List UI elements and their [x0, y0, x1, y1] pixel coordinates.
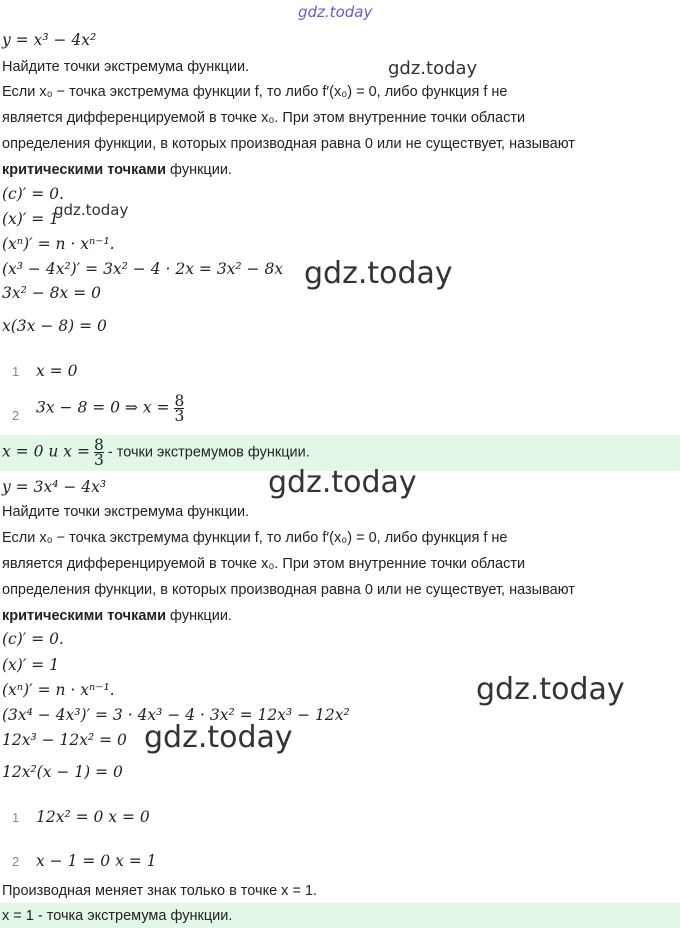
task-1: Найдите точки экстремума функции. — [2, 59, 250, 75]
derivative-1: (x³ − 4x²)′ = 3x² − 4 · 2x = 3x² − 8x — [2, 260, 284, 278]
definition-line-3: определения функции, в которых производная равна 0 или не существует, называют — [2, 582, 575, 598]
rule-x: (x)′ = 1 — [2, 656, 60, 674]
fraction-denominator: 3 — [93, 451, 104, 469]
watermark: gdz.today — [476, 672, 625, 707]
fraction-numerator: 8 — [93, 436, 104, 454]
rule-power: (xⁿ)′ = n · xⁿ⁻¹. — [2, 681, 115, 699]
critical-points-term: критическими точками — [2, 608, 167, 624]
task-2: Найдите точки экстремума функции. — [2, 504, 250, 520]
watermark: gdz.today — [388, 58, 478, 79]
rule-power: (xⁿ)′ = n · xⁿ⁻¹. — [2, 235, 115, 253]
definition-tail: функции. — [166, 608, 232, 624]
item-text: x = 0 — [36, 362, 78, 380]
definition-line-3: определения функции, в которых производная равна 0 или не существует, называют — [2, 136, 575, 152]
definition-line-1: Если x₀ − точка экстремума функции f, то либо f′(x₀) = 0, либо функция f не — [2, 84, 508, 100]
fraction-numerator: 8 — [174, 392, 185, 410]
sign-change-note: Производная меняет знак только в точке x = 1. — [2, 883, 318, 899]
rule-const: (c)′ = 0. — [2, 630, 64, 648]
watermark: gdz.today — [268, 465, 417, 500]
item-expression: 3x − 8 = 0 ⇒ x = — [36, 398, 170, 417]
watermark: gdz.today — [144, 720, 293, 755]
definition-line-2: является дифференцируемой в точке x₀. При этом внутренние точки области — [2, 556, 526, 572]
item-number: 2 — [12, 854, 20, 869]
item-text: 12x² = 0 x = 0 — [36, 808, 150, 826]
fraction-denominator: 3 — [174, 407, 185, 425]
fraction — [174, 394, 184, 423]
result-2: x = 1 - точка экстремума функции. — [2, 908, 233, 924]
definition-line-4 — [2, 160, 232, 180]
rule-x: (x)′ = 1 — [2, 210, 60, 228]
definition-tail: функции. — [166, 162, 232, 178]
watermark: gdz.today — [298, 3, 373, 21]
fraction — [94, 438, 104, 467]
definition-line-2: является дифференцируемой в точке x₀. При этом внутренние точки области — [2, 110, 526, 126]
definition-line-1: Если x₀ − точка экстремума функции f, то либо f′(x₀) = 0, либо функция f не — [2, 530, 508, 546]
definition-line-4 — [2, 606, 232, 626]
critical-points-term: критическими точками — [2, 162, 167, 178]
derivative-2: (3x⁴ − 4x³)′ = 3 · 4x³ − 4 · 3x² = 12x³ − 12x² — [2, 706, 350, 724]
item-number: 1 — [12, 364, 20, 379]
item-text — [36, 394, 184, 423]
item-number: 2 — [12, 408, 20, 423]
factored-1: x(3x − 8) = 0 — [2, 317, 107, 335]
result-1 — [2, 438, 310, 467]
result-expression: x = 0 и x = — [2, 442, 90, 461]
item-number: 1 — [12, 810, 20, 825]
equation-1: 3x² − 8x = 0 — [2, 284, 101, 302]
function-2: y = 3x⁴ − 4x³ — [2, 478, 107, 496]
watermark: gdz.today — [304, 256, 453, 291]
rule-const: (c)′ = 0. — [2, 185, 64, 203]
function-1: y = x³ − 4x² — [2, 31, 97, 49]
factored-2: 12x²(x − 1) = 0 — [2, 763, 123, 781]
result-text: - точки экстремумов функции. — [103, 444, 310, 461]
equation-2: 12x³ − 12x² = 0 — [2, 731, 127, 749]
watermark: gdz.today — [54, 201, 129, 219]
item-text: x − 1 = 0 x = 1 — [36, 852, 157, 870]
